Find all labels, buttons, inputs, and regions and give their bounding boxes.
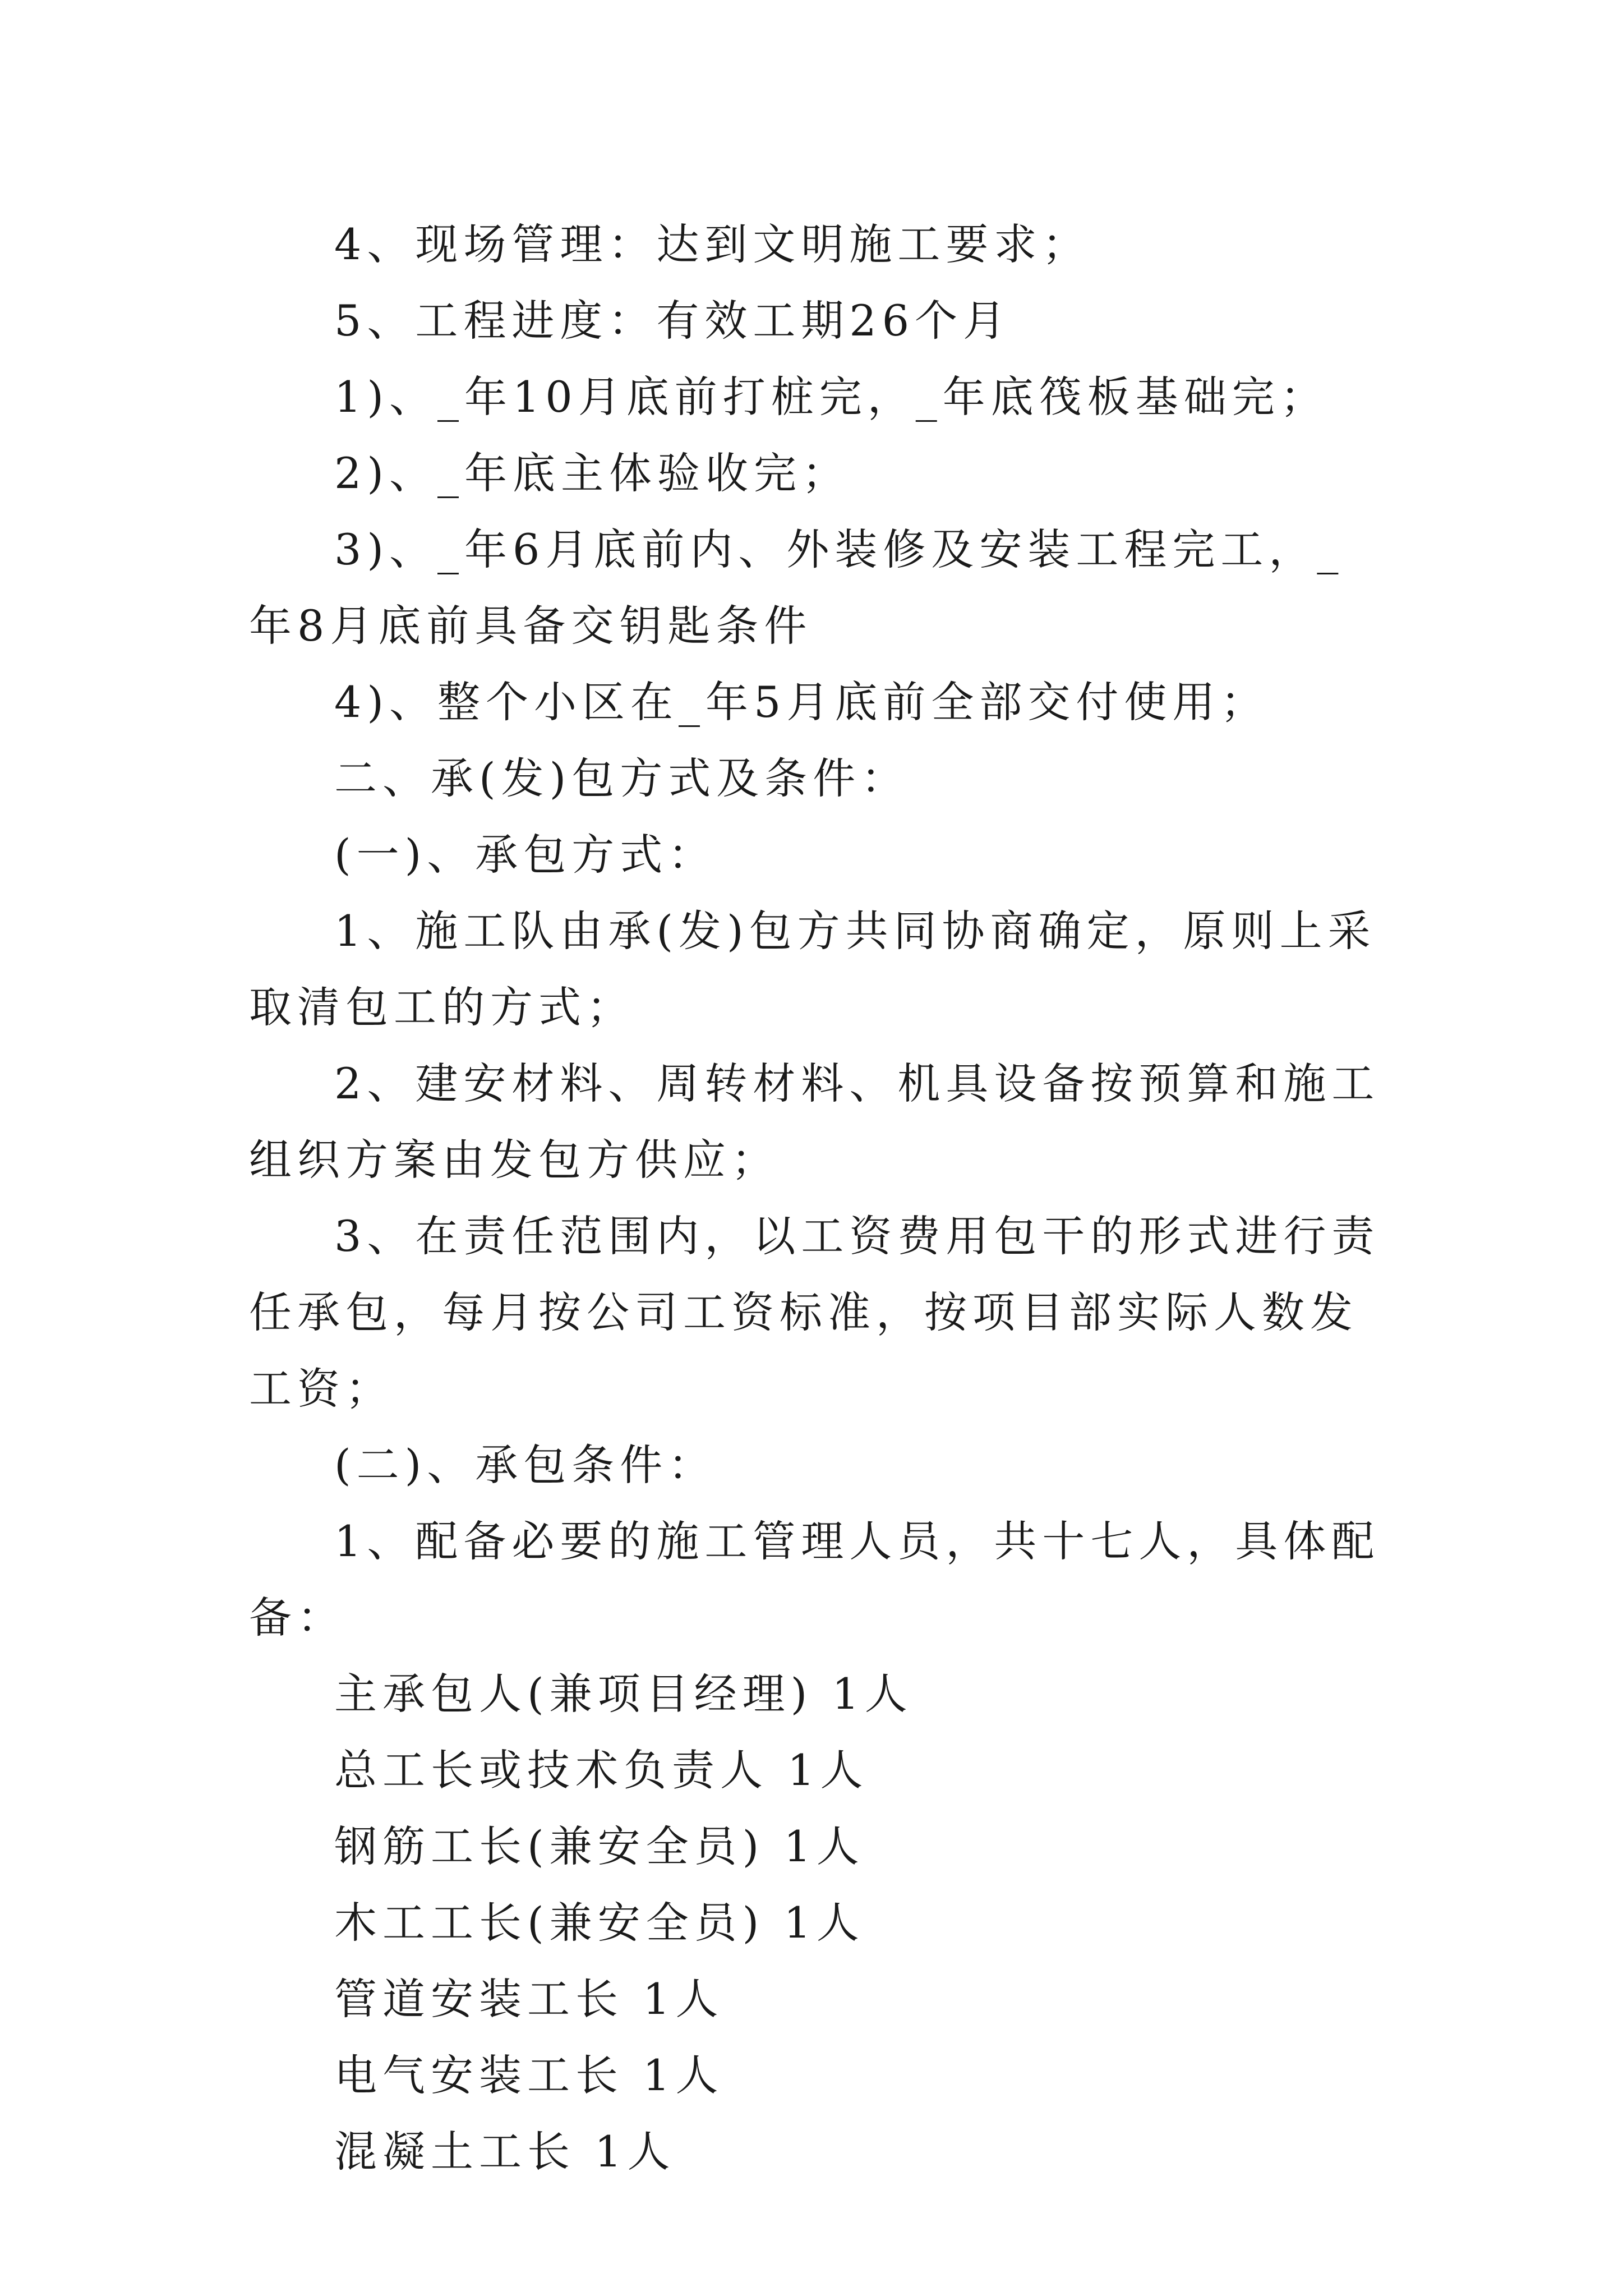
paragraph: 2)、_年底主体验收完； — [334, 448, 851, 498]
paragraph: 5、工程进度：有效工期26个月 — [334, 296, 1012, 346]
staff-item: 主承包人(兼项目经理) 1人 — [334, 1669, 913, 1719]
subsection-heading: (二)、承包条件： — [334, 1440, 717, 1490]
staff-item: 管道安装工长 1人 — [334, 1974, 724, 2024]
document-body — [249, 206, 1382, 2190]
staff-item: 钢筋工长(兼安全员) 1人 — [334, 1821, 865, 1871]
paragraph: 1)、_年10月底前打桩完，_年底筏板基础完； — [334, 372, 1329, 422]
subsection-heading: (一)、承包方式： — [334, 830, 717, 880]
paragraph: 4、现场管理：达到文明施工要求； — [334, 219, 1091, 269]
paragraph: 2、建安材料、周转材料、机具设备按预算和施工组织方案由发包方供应； — [249, 1059, 1380, 1185]
staff-item: 木工工长(兼安全员) 1人 — [334, 1898, 865, 1948]
paragraph: 1、配备必要的施工管理人员，共十七人，具体配备： — [249, 1516, 1380, 1642]
section-heading: 二、承(发)包方式及条件： — [334, 753, 910, 803]
paragraph: 3)、_年6月底前内、外装修及安装工程完工，_年8月底前具备交钥匙条件 — [249, 524, 1344, 651]
staff-item: 总工长或技术负责人 1人 — [334, 1745, 869, 1795]
staff-item: 混凝土工长 1人 — [334, 2127, 676, 2177]
paragraph: 3、在责任范围内，以工资费用包干的形式进行责任承包，每月按公司工资标准，按项目部实际人数发工资； — [249, 1211, 1380, 1414]
paragraph: 1、施工队由承(发)包方共同协商确定，原则上采取清包工的方式； — [249, 906, 1376, 1032]
staff-item: 电气安装工长 1人 — [334, 2050, 724, 2100]
paragraph: 4)、整个小区在_年5月底前全部交付使用； — [334, 677, 1269, 727]
